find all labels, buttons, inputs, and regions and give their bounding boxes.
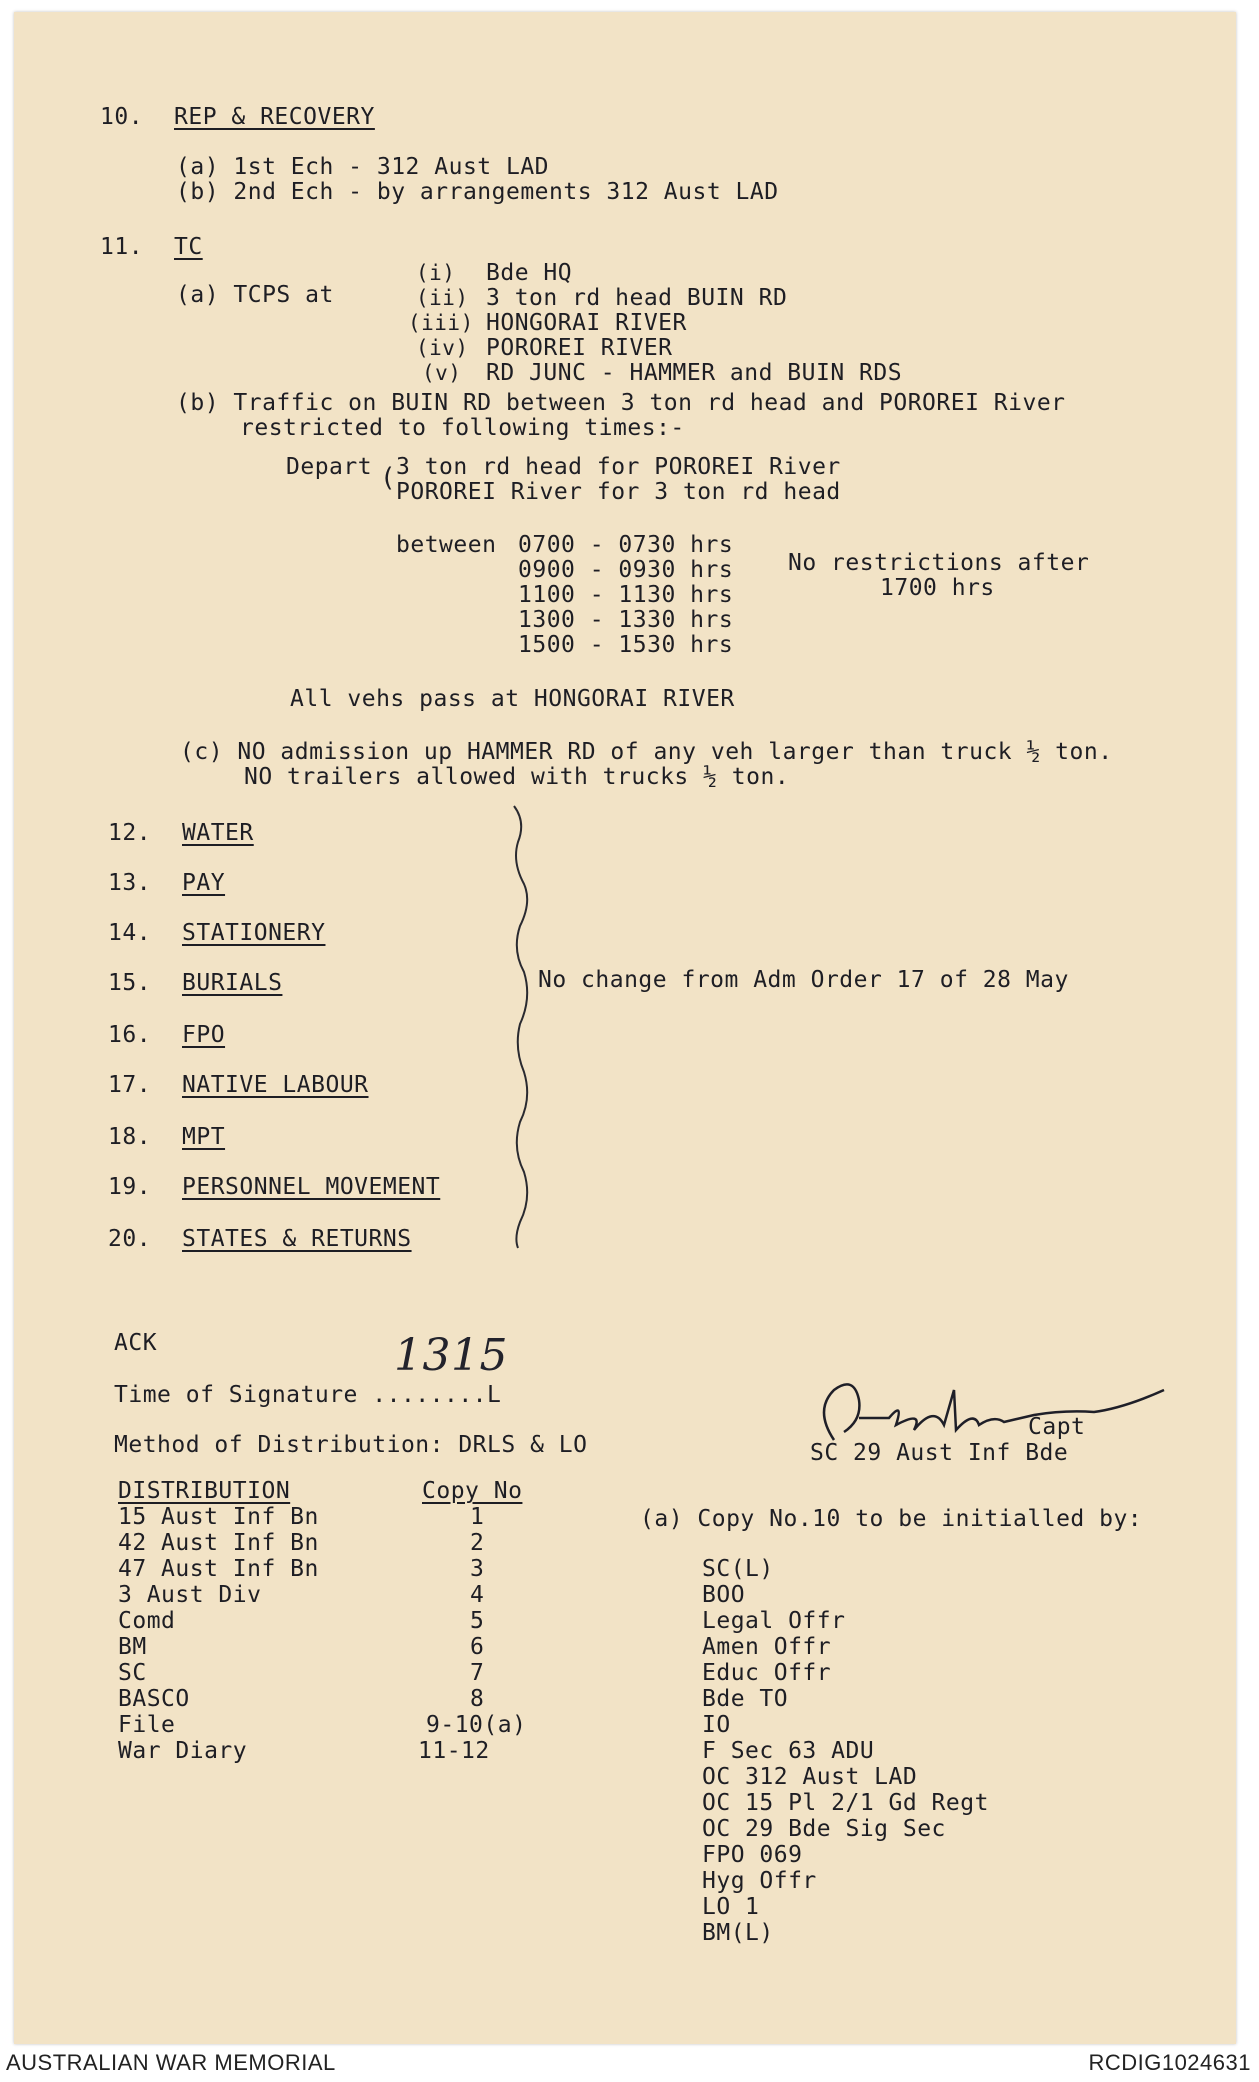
initialled-item: Legal Offr	[702, 1608, 846, 1634]
depart-label: Depart	[286, 454, 373, 480]
section-10-title: REP & RECOVERY	[174, 104, 375, 130]
section-10-number: 10.	[100, 104, 144, 130]
restriction-c-2: NO trailers allowed with trucks ½ ton.	[244, 764, 790, 790]
tcp-1-text: Bde HQ	[486, 260, 573, 286]
distribution-row: BASCO	[118, 1686, 190, 1712]
section-19-number: 19.	[108, 1174, 152, 1200]
grouping-brace	[510, 802, 540, 1252]
section-18-number: 18.	[108, 1124, 152, 1150]
initialled-item: Amen Offr	[702, 1634, 832, 1660]
handwritten-time: 1315	[394, 1330, 508, 1381]
initialled-item: IO	[702, 1712, 731, 1738]
section-20-title: STATES & RETURNS	[182, 1226, 412, 1252]
distribution-row: 42 Aust Inf Bn	[118, 1530, 319, 1556]
initialled-item: LO 1	[702, 1894, 760, 1920]
tcp-5-text: RD JUNC - HAMMER and BUIN RDS	[486, 360, 903, 386]
section-17-number: 17.	[108, 1072, 152, 1098]
distribution-row: SC	[118, 1660, 147, 1686]
time-of-signature: Time of Signature ........L	[114, 1382, 502, 1408]
section-17-title: NATIVE LABOUR	[182, 1072, 369, 1098]
time-window-1: 0700 - 0730 hrs	[518, 532, 734, 558]
traffic-line-2: restricted to following times:-	[240, 415, 685, 441]
tcp-5-num: (v)	[422, 361, 462, 385]
section-14-number: 14.	[108, 920, 152, 946]
footer-reference: RCDIG1024631	[1088, 2050, 1251, 2075]
distribution-row: Comd	[118, 1608, 176, 1634]
tcp-3-num: (iii)	[408, 311, 474, 335]
initialled-item: BOO	[702, 1582, 746, 1608]
time-window-5: 1500 - 1530 hrs	[518, 632, 734, 658]
depart-bracket: (	[380, 463, 397, 493]
distribution-row: 15 Aust Inf Bn	[118, 1504, 319, 1530]
distribution-copy: 11-12	[418, 1738, 490, 1764]
initialled-item: BM(L)	[702, 1920, 774, 1946]
section-10-b: (b) 2nd Ech - by arrangements 312 Aust LAD	[176, 179, 779, 205]
tcp-3-text: HONGORAI RIVER	[486, 310, 687, 336]
time-window-4: 1300 - 1330 hrs	[518, 607, 734, 633]
distribution-copy: 1	[470, 1504, 485, 1530]
initialled-item: SC(L)	[702, 1556, 774, 1582]
distribution-copy: 7	[470, 1660, 485, 1686]
section-18-title: MPT	[182, 1124, 226, 1150]
section-12-title: WATER	[182, 820, 254, 846]
section-16-number: 16.	[108, 1022, 152, 1048]
initialled-item: Hyg Offr	[702, 1868, 817, 1894]
distribution-row: BM	[118, 1634, 147, 1660]
initialled-item: OC 29 Bde Sig Sec	[702, 1816, 946, 1842]
distribution-copy: 4	[470, 1582, 485, 1608]
signatory-rank: Capt	[1028, 1414, 1086, 1440]
distribution-copy: 3	[470, 1556, 485, 1582]
restriction-c-1: (c) NO admission up HAMMER RD of any veh larger than truck ½ ton.	[180, 739, 1113, 765]
depart-route-2: POROREI River for 3 ton rd head	[396, 479, 841, 505]
section-16-title: FPO	[182, 1022, 226, 1048]
distribution-row: File	[118, 1712, 176, 1738]
tcp-2-num: (ii)	[416, 286, 469, 310]
traffic-line-1: (b) Traffic on BUIN RD between 3 ton rd head and POROREI River	[176, 390, 1066, 416]
time-window-3: 1100 - 1130 hrs	[518, 582, 734, 608]
distribution-copy: 9-10(a)	[426, 1712, 527, 1738]
initialled-item: Bde TO	[702, 1686, 789, 1712]
distribution-copy: 8	[470, 1686, 485, 1712]
distribution-copy: 5	[470, 1608, 485, 1634]
tcp-2-text: 3 ton rd head BUIN RD	[486, 285, 788, 311]
tcps-label: (a) TCPS at	[176, 282, 334, 308]
no-restrictions-2: 1700 hrs	[880, 575, 995, 601]
tcp-4-text: POROREI RIVER	[486, 335, 673, 361]
distribution-row: War Diary	[118, 1738, 248, 1764]
depart-route-1: 3 ton rd head for POROREI River	[396, 454, 841, 480]
no-change-note: No change from Adm Order 17 of 28 May	[538, 967, 1069, 993]
between-label: between	[396, 532, 497, 558]
distribution-copy: 6	[470, 1634, 485, 1660]
section-15-title: BURIALS	[182, 970, 283, 996]
section-13-title: PAY	[182, 870, 226, 896]
distribution-copy: 2	[470, 1530, 485, 1556]
signatory-appointment: SC 29 Aust Inf Bde	[810, 1440, 1069, 1466]
method-of-distribution: Method of Distribution: DRLS & LO	[114, 1432, 588, 1458]
all-vehs-note: All vehs pass at HONGORAI RIVER	[290, 686, 735, 712]
handwritten-signature	[804, 1370, 1184, 1450]
tcp-4-num: (iv)	[416, 336, 469, 360]
tcp-1-num: (i)	[416, 261, 456, 285]
initialled-item: OC 312 Aust LAD	[702, 1764, 918, 1790]
initialled-heading: (a) Copy No.10 to be initialled by:	[640, 1506, 1143, 1532]
time-window-2: 0900 - 0930 hrs	[518, 557, 734, 583]
section-14-title: STATIONERY	[182, 920, 326, 946]
initialled-item: Educ Offr	[702, 1660, 832, 1686]
section-15-number: 15.	[108, 970, 152, 996]
copy-no-header: Copy No	[422, 1478, 523, 1504]
distribution-header: DISTRIBUTION	[118, 1478, 291, 1504]
distribution-row: 3 Aust Div	[118, 1582, 262, 1608]
initialled-item: F Sec 63 ADU	[702, 1738, 875, 1764]
footer-source: AUSTRALIAN WAR MEMORIAL	[6, 2050, 336, 2075]
distribution-row: 47 Aust Inf Bn	[118, 1556, 319, 1582]
section-20-number: 20.	[108, 1226, 152, 1252]
section-11-number: 11.	[100, 234, 144, 260]
section-13-number: 13.	[108, 870, 152, 896]
ack-label: ACK	[114, 1330, 158, 1356]
no-restrictions-1: No restrictions after	[788, 550, 1090, 576]
section-11-title: TC	[174, 234, 203, 260]
section-12-number: 12.	[108, 820, 152, 846]
section-10-a: (a) 1st Ech - 312 Aust LAD	[176, 154, 550, 180]
section-19-title: PERSONNEL MOVEMENT	[182, 1174, 441, 1200]
initialled-item: OC 15 Pl 2/1 Gd Regt	[702, 1790, 989, 1816]
initialled-item: FPO 069	[702, 1842, 803, 1868]
document-page	[14, 12, 1236, 2044]
